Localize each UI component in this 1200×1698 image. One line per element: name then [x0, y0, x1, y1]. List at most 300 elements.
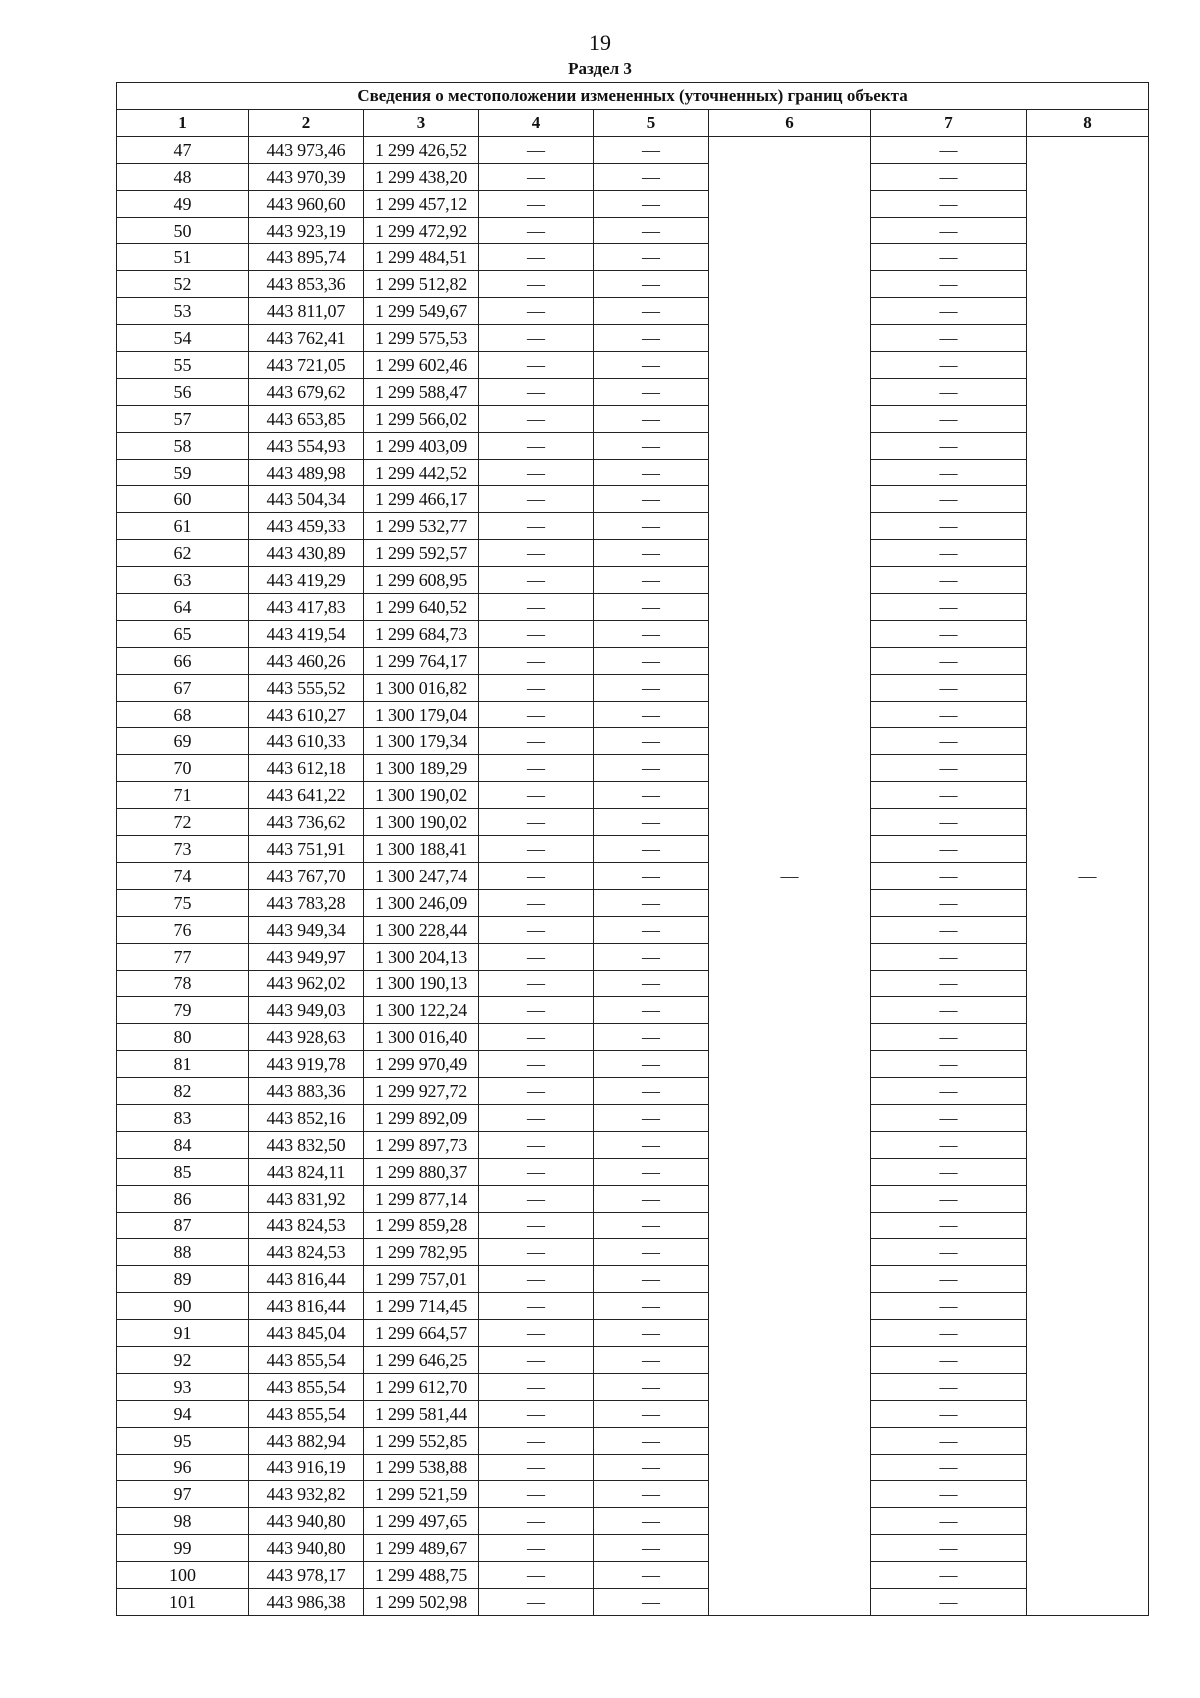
x-coordinate-cell: 443 610,27	[249, 701, 364, 728]
x-coordinate-cell: 443 949,97	[249, 943, 364, 970]
column-4-cell: —	[479, 916, 594, 943]
column-7-cell: —	[871, 1588, 1027, 1615]
column-4-cell: —	[479, 352, 594, 379]
column-4-cell: —	[479, 298, 594, 325]
column-4-cell: —	[479, 1535, 594, 1562]
point-number-cell: 80	[117, 1024, 249, 1051]
column-5-cell: —	[594, 244, 709, 271]
column-5-cell: —	[594, 1051, 709, 1078]
y-coordinate-cell: 1 299 488,75	[364, 1562, 479, 1589]
column-4-cell: —	[479, 271, 594, 298]
y-coordinate-cell: 1 300 188,41	[364, 836, 479, 863]
column-7-cell: —	[871, 1024, 1027, 1051]
table-row	[117, 271, 1149, 298]
column-7-cell: —	[871, 567, 1027, 594]
table-row	[117, 513, 1149, 540]
column-header: 3	[364, 110, 479, 137]
column-5-cell: —	[594, 1320, 709, 1347]
section-title: Раздел 3	[568, 59, 632, 78]
column-4-cell: —	[479, 1104, 594, 1131]
column-4-cell: —	[479, 943, 594, 970]
table-row	[117, 405, 1149, 432]
y-coordinate-cell: 1 299 472,92	[364, 217, 479, 244]
x-coordinate-cell: 443 916,19	[249, 1454, 364, 1481]
column-7-cell: —	[871, 405, 1027, 432]
table-row	[117, 540, 1149, 567]
x-coordinate-cell: 443 417,83	[249, 594, 364, 621]
column-5-cell: —	[594, 1562, 709, 1589]
column-5-cell: —	[594, 136, 709, 163]
table-row	[117, 1131, 1149, 1158]
point-number-cell: 50	[117, 217, 249, 244]
column-7-cell: —	[871, 943, 1027, 970]
y-coordinate-cell: 1 299 521,59	[364, 1481, 479, 1508]
column-7-cell: —	[871, 190, 1027, 217]
column-5-cell: —	[594, 1481, 709, 1508]
y-coordinate-cell: 1 299 575,53	[364, 325, 479, 352]
point-number-cell: 91	[117, 1320, 249, 1347]
column-7-cell: —	[871, 889, 1027, 916]
x-coordinate-cell: 443 555,52	[249, 674, 364, 701]
y-coordinate-cell: 1 299 592,57	[364, 540, 479, 567]
x-coordinate-cell: 443 949,34	[249, 916, 364, 943]
column-5-cell: —	[594, 1373, 709, 1400]
column-4-cell: —	[479, 540, 594, 567]
column-4-cell: —	[479, 325, 594, 352]
column-5-cell: —	[594, 782, 709, 809]
column-4-cell: —	[479, 1024, 594, 1051]
column-7-cell: —	[871, 244, 1027, 271]
table-row	[117, 647, 1149, 674]
table-row	[117, 1373, 1149, 1400]
table-row	[117, 1239, 1149, 1266]
column-7-cell: —	[871, 432, 1027, 459]
point-number-cell: 84	[117, 1131, 249, 1158]
y-coordinate-cell: 1 300 189,29	[364, 755, 479, 782]
table-row	[117, 190, 1149, 217]
column-4-cell: —	[479, 1320, 594, 1347]
table-row	[117, 352, 1149, 379]
column-5-cell: —	[594, 701, 709, 728]
column-header: 6	[709, 110, 871, 137]
x-coordinate-cell: 443 610,33	[249, 728, 364, 755]
column-7-cell: —	[871, 809, 1027, 836]
point-number-cell: 95	[117, 1427, 249, 1454]
column-5-cell: —	[594, 1454, 709, 1481]
column-4-cell: —	[479, 970, 594, 997]
table-row	[117, 782, 1149, 809]
point-number-cell: 101	[117, 1588, 249, 1615]
column-4-cell: —	[479, 432, 594, 459]
table-row	[117, 217, 1149, 244]
x-coordinate-cell: 443 751,91	[249, 836, 364, 863]
y-coordinate-cell: 1 299 897,73	[364, 1131, 479, 1158]
y-coordinate-cell: 1 299 502,98	[364, 1588, 479, 1615]
point-number-cell: 54	[117, 325, 249, 352]
column-7-cell: —	[871, 217, 1027, 244]
table-row	[117, 298, 1149, 325]
point-number-cell: 93	[117, 1373, 249, 1400]
point-number-cell: 78	[117, 970, 249, 997]
column-7-cell: —	[871, 1454, 1027, 1481]
column-4-cell: —	[479, 674, 594, 701]
y-coordinate-cell: 1 299 588,47	[364, 378, 479, 405]
column-5-cell: —	[594, 459, 709, 486]
column-7-cell: —	[871, 1562, 1027, 1589]
column-5-cell: —	[594, 217, 709, 244]
column-7-cell: —	[871, 674, 1027, 701]
table-row	[117, 970, 1149, 997]
point-number-cell: 79	[117, 997, 249, 1024]
column-7-cell: —	[871, 620, 1027, 647]
column-4-cell: —	[479, 1454, 594, 1481]
column-7-cell: —	[871, 1104, 1027, 1131]
point-number-cell: 47	[117, 136, 249, 163]
column-7-cell: —	[871, 1320, 1027, 1347]
x-coordinate-cell: 443 762,41	[249, 325, 364, 352]
point-number-cell: 63	[117, 567, 249, 594]
point-number-cell: 65	[117, 620, 249, 647]
x-coordinate-cell: 443 767,70	[249, 862, 364, 889]
y-coordinate-cell: 1 299 646,25	[364, 1346, 479, 1373]
column-5-cell: —	[594, 916, 709, 943]
y-coordinate-cell: 1 299 512,82	[364, 271, 479, 298]
column-7-cell: —	[871, 916, 1027, 943]
y-coordinate-cell: 1 299 438,20	[364, 163, 479, 190]
point-number-cell: 88	[117, 1239, 249, 1266]
column-7-cell: —	[871, 1051, 1027, 1078]
table-row	[117, 567, 1149, 594]
table-body	[117, 136, 1149, 1615]
point-number-cell: 52	[117, 271, 249, 298]
column-7-cell: —	[871, 459, 1027, 486]
table-row	[117, 1588, 1149, 1615]
column-header: 4	[479, 110, 594, 137]
table-row	[117, 943, 1149, 970]
point-number-cell: 72	[117, 809, 249, 836]
column-7-cell: —	[871, 325, 1027, 352]
column-4-cell: —	[479, 1266, 594, 1293]
x-coordinate-cell: 443 855,54	[249, 1373, 364, 1400]
table-row	[117, 163, 1149, 190]
column-5-cell: —	[594, 352, 709, 379]
y-coordinate-cell: 1 299 484,51	[364, 244, 479, 271]
table-caption: Сведения о местоположении измененных (уточненных) границ объекта	[117, 83, 1149, 110]
column-4-cell: —	[479, 1481, 594, 1508]
table-row	[117, 809, 1149, 836]
y-coordinate-cell: 1 299 684,73	[364, 620, 479, 647]
point-number-cell: 51	[117, 244, 249, 271]
table-caption-row	[117, 83, 1149, 110]
point-number-cell: 74	[117, 862, 249, 889]
column-7-cell: —	[871, 1535, 1027, 1562]
point-number-cell: 49	[117, 190, 249, 217]
point-number-cell: 70	[117, 755, 249, 782]
x-coordinate-cell: 443 978,17	[249, 1562, 364, 1589]
point-number-cell: 53	[117, 298, 249, 325]
column-8-merged-cell: —	[1027, 136, 1149, 1615]
column-5-cell: —	[594, 1158, 709, 1185]
table-row	[117, 1320, 1149, 1347]
point-number-cell: 82	[117, 1078, 249, 1105]
column-4-cell: —	[479, 1400, 594, 1427]
table-row	[117, 1051, 1149, 1078]
x-coordinate-cell: 443 811,07	[249, 298, 364, 325]
x-coordinate-cell: 443 832,50	[249, 1131, 364, 1158]
column-header: 2	[249, 110, 364, 137]
column-7-cell: —	[871, 1373, 1027, 1400]
column-5-cell: —	[594, 809, 709, 836]
point-number-cell: 59	[117, 459, 249, 486]
column-4-cell: —	[479, 889, 594, 916]
x-coordinate-cell: 443 816,44	[249, 1293, 364, 1320]
x-coordinate-cell: 443 960,60	[249, 190, 364, 217]
point-number-cell: 75	[117, 889, 249, 916]
table-row	[117, 862, 1149, 889]
column-7-cell: —	[871, 1131, 1027, 1158]
table-row	[117, 916, 1149, 943]
column-7-cell: —	[871, 1239, 1027, 1266]
table-row	[117, 1185, 1149, 1212]
x-coordinate-cell: 443 962,02	[249, 970, 364, 997]
table-row	[117, 620, 1149, 647]
column-4-cell: —	[479, 217, 594, 244]
column-4-cell: —	[479, 1346, 594, 1373]
table-row	[117, 594, 1149, 621]
column-4-cell: —	[479, 728, 594, 755]
y-coordinate-cell: 1 299 403,09	[364, 432, 479, 459]
x-coordinate-cell: 443 949,03	[249, 997, 364, 1024]
y-coordinate-cell: 1 300 179,34	[364, 728, 479, 755]
x-coordinate-cell: 443 923,19	[249, 217, 364, 244]
x-coordinate-cell: 443 986,38	[249, 1588, 364, 1615]
page-number: 19	[589, 30, 611, 55]
y-coordinate-cell: 1 299 602,46	[364, 352, 479, 379]
column-5-cell: —	[594, 432, 709, 459]
point-number-cell: 92	[117, 1346, 249, 1373]
column-4-cell: —	[479, 163, 594, 190]
column-4-cell: —	[479, 1212, 594, 1239]
column-4-cell: —	[479, 1239, 594, 1266]
y-coordinate-cell: 1 299 608,95	[364, 567, 479, 594]
x-coordinate-cell: 443 831,92	[249, 1185, 364, 1212]
table-row	[117, 1104, 1149, 1131]
point-number-cell: 58	[117, 432, 249, 459]
column-7-cell: —	[871, 755, 1027, 782]
x-coordinate-cell: 443 419,54	[249, 620, 364, 647]
column-4-cell: —	[479, 1427, 594, 1454]
x-coordinate-cell: 443 736,62	[249, 809, 364, 836]
y-coordinate-cell: 1 299 442,52	[364, 459, 479, 486]
column-7-cell: —	[871, 513, 1027, 540]
column-4-cell: —	[479, 1131, 594, 1158]
table-row	[117, 755, 1149, 782]
point-number-cell: 57	[117, 405, 249, 432]
table-row	[117, 1535, 1149, 1562]
column-7-cell: —	[871, 970, 1027, 997]
x-coordinate-cell: 443 824,53	[249, 1212, 364, 1239]
column-7-cell: —	[871, 594, 1027, 621]
column-4-cell: —	[479, 1588, 594, 1615]
y-coordinate-cell: 1 299 782,95	[364, 1239, 479, 1266]
point-number-cell: 48	[117, 163, 249, 190]
y-coordinate-cell: 1 299 426,52	[364, 136, 479, 163]
x-coordinate-cell: 443 554,93	[249, 432, 364, 459]
column-7-cell: —	[871, 728, 1027, 755]
column-4-cell: —	[479, 244, 594, 271]
table-row	[117, 1158, 1149, 1185]
y-coordinate-cell: 1 299 532,77	[364, 513, 479, 540]
column-4-cell: —	[479, 647, 594, 674]
column-5-cell: —	[594, 674, 709, 701]
column-7-cell: —	[871, 1185, 1027, 1212]
y-coordinate-cell: 1 299 552,85	[364, 1427, 479, 1454]
table-row	[117, 325, 1149, 352]
column-5-cell: —	[594, 755, 709, 782]
table-row	[117, 1024, 1149, 1051]
table-row	[117, 378, 1149, 405]
table-row	[117, 432, 1149, 459]
y-coordinate-cell: 1 300 016,40	[364, 1024, 479, 1051]
y-coordinate-cell: 1 299 538,88	[364, 1454, 479, 1481]
column-5-cell: —	[594, 1346, 709, 1373]
column-5-cell: —	[594, 943, 709, 970]
column-5-cell: —	[594, 1131, 709, 1158]
y-coordinate-cell: 1 299 714,45	[364, 1293, 479, 1320]
x-coordinate-cell: 443 855,54	[249, 1400, 364, 1427]
table-row	[117, 1346, 1149, 1373]
column-7-cell: —	[871, 1481, 1027, 1508]
column-4-cell: —	[479, 405, 594, 432]
column-7-cell: —	[871, 136, 1027, 163]
x-coordinate-cell: 443 489,98	[249, 459, 364, 486]
column-7-cell: —	[871, 1400, 1027, 1427]
y-coordinate-cell: 1 299 612,70	[364, 1373, 479, 1400]
column-5-cell: —	[594, 1078, 709, 1105]
table-row	[117, 1078, 1149, 1105]
x-coordinate-cell: 443 919,78	[249, 1051, 364, 1078]
x-coordinate-cell: 443 973,46	[249, 136, 364, 163]
table-row	[117, 1212, 1149, 1239]
y-coordinate-cell: 1 299 892,09	[364, 1104, 479, 1131]
column-4-cell: —	[479, 862, 594, 889]
y-coordinate-cell: 1 300 179,04	[364, 701, 479, 728]
x-coordinate-cell: 443 882,94	[249, 1427, 364, 1454]
column-header: 7	[871, 110, 1027, 137]
column-7-cell: —	[871, 1508, 1027, 1535]
x-coordinate-cell: 443 783,28	[249, 889, 364, 916]
column-5-cell: —	[594, 1212, 709, 1239]
point-number-cell: 96	[117, 1454, 249, 1481]
point-number-cell: 69	[117, 728, 249, 755]
column-5-cell: —	[594, 594, 709, 621]
column-7-cell: —	[871, 352, 1027, 379]
column-5-cell: —	[594, 378, 709, 405]
y-coordinate-cell: 1 299 489,67	[364, 1535, 479, 1562]
column-4-cell: —	[479, 513, 594, 540]
point-number-cell: 67	[117, 674, 249, 701]
point-number-cell: 87	[117, 1212, 249, 1239]
y-coordinate-cell: 1 300 190,02	[364, 809, 479, 836]
coordinates-table	[116, 82, 1149, 1616]
x-coordinate-cell: 443 612,18	[249, 755, 364, 782]
x-coordinate-cell: 443 940,80	[249, 1508, 364, 1535]
y-coordinate-cell: 1 299 549,67	[364, 298, 479, 325]
column-header: 1	[117, 110, 249, 137]
column-5-cell: —	[594, 1588, 709, 1615]
column-5-cell: —	[594, 1239, 709, 1266]
point-number-cell: 61	[117, 513, 249, 540]
y-coordinate-cell: 1 300 204,13	[364, 943, 479, 970]
column-4-cell: —	[479, 782, 594, 809]
column-5-cell: —	[594, 298, 709, 325]
y-coordinate-cell: 1 299 664,57	[364, 1320, 479, 1347]
column-header: 5	[594, 110, 709, 137]
column-4-cell: —	[479, 1078, 594, 1105]
table-row	[117, 136, 1149, 163]
y-coordinate-cell: 1 299 457,12	[364, 190, 479, 217]
column-5-cell: —	[594, 1427, 709, 1454]
column-5-cell: —	[594, 1400, 709, 1427]
point-number-cell: 90	[117, 1293, 249, 1320]
point-number-cell: 83	[117, 1104, 249, 1131]
column-4-cell: —	[479, 1051, 594, 1078]
column-7-cell: —	[871, 1293, 1027, 1320]
column-5-cell: —	[594, 1024, 709, 1051]
point-number-cell: 76	[117, 916, 249, 943]
table-header-row	[117, 110, 1149, 137]
column-5-cell: —	[594, 647, 709, 674]
column-5-cell: —	[594, 1293, 709, 1320]
point-number-cell: 77	[117, 943, 249, 970]
column-4-cell: —	[479, 755, 594, 782]
point-number-cell: 73	[117, 836, 249, 863]
y-coordinate-cell: 1 299 466,17	[364, 486, 479, 513]
point-number-cell: 89	[117, 1266, 249, 1293]
column-5-cell: —	[594, 163, 709, 190]
point-number-cell: 56	[117, 378, 249, 405]
x-coordinate-cell: 443 824,11	[249, 1158, 364, 1185]
column-7-cell: —	[871, 782, 1027, 809]
column-7-cell: —	[871, 163, 1027, 190]
x-coordinate-cell: 443 928,63	[249, 1024, 364, 1051]
column-7-cell: —	[871, 1212, 1027, 1239]
point-number-cell: 86	[117, 1185, 249, 1212]
table-row	[117, 1293, 1149, 1320]
column-4-cell: —	[479, 997, 594, 1024]
column-7-cell: —	[871, 997, 1027, 1024]
y-coordinate-cell: 1 299 859,28	[364, 1212, 479, 1239]
column-5-cell: —	[594, 1535, 709, 1562]
column-4-cell: —	[479, 836, 594, 863]
x-coordinate-cell: 443 504,34	[249, 486, 364, 513]
column-7-cell: —	[871, 836, 1027, 863]
column-5-cell: —	[594, 325, 709, 352]
x-coordinate-cell: 443 721,05	[249, 352, 364, 379]
column-4-cell: —	[479, 190, 594, 217]
point-number-cell: 60	[117, 486, 249, 513]
y-coordinate-cell: 1 300 122,24	[364, 997, 479, 1024]
y-coordinate-cell: 1 300 190,02	[364, 782, 479, 809]
table-row	[117, 486, 1149, 513]
table-row	[117, 1400, 1149, 1427]
column-5-cell: —	[594, 567, 709, 594]
table-row	[117, 1562, 1149, 1589]
column-4-cell: —	[479, 136, 594, 163]
column-5-cell: —	[594, 405, 709, 432]
x-coordinate-cell: 443 970,39	[249, 163, 364, 190]
column-7-cell: —	[871, 1158, 1027, 1185]
